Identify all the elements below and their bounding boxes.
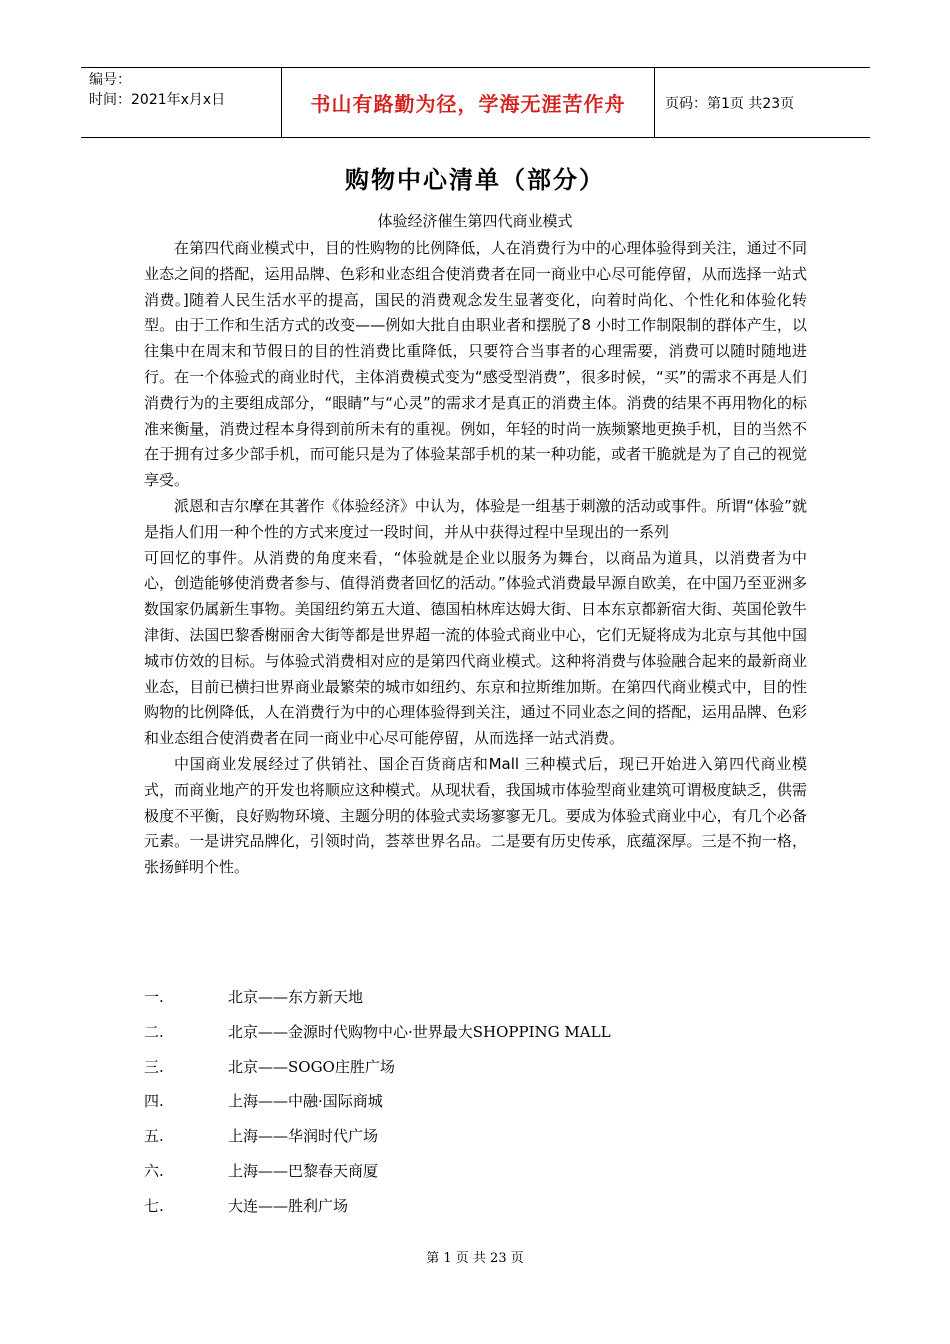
list-text: 北京——SOGO庄胜广场 [228, 1057, 395, 1076]
list-item [144, 1021, 824, 1056]
list-text: 上海——巴黎春天商厦 [228, 1161, 379, 1180]
page-title: 购物中心清单（部分） [345, 165, 605, 194]
paragraph: 可回忆的事件。从消费的角度来看，“体验就是企业以服务为舞台，以商品为道具，以消费者为中心，创造能够使消费者参与、值得消费者回忆的活动。”体验式消费最早源自欧美，在中国乃至亚洲多数国家仍属新生事物。美国纽约第五大道、德国柏林库达姆大街、日本东京都新宿大街、英国伦敦牛津街、法国巴黎香榭丽舍大街等都是世界超一流的体验式商业中心，它们无疑将成为北京与其他中国城市仿效的目标。与体验式消费相对应的是第四代商业模式。这种将消费与体验融合起来的最新商业业态，目前已横扫世界商业最繁荣的城市如纽约、东京和拉斯维加斯。在第四代商业模式中，目的性购物的比例降低，人在消费行为中的心理体验得到关注，通过不同业态之间的搭配，运用品牌、色彩和业态组合使消费者在同一商业中心尽可能停留，从而选择一站式消费。 [144, 548, 807, 748]
list-number: 二. [144, 1022, 164, 1041]
list-number: 五. [144, 1127, 164, 1146]
list-text: 上海——华润时代广场 [228, 1127, 379, 1146]
document-number: 编号： [89, 72, 131, 88]
list-number: 三. [144, 1057, 164, 1076]
list-number: 七. [144, 1196, 164, 1215]
body-text [144, 236, 807, 881]
list-number: 六. [144, 1161, 164, 1180]
header-meta [81, 68, 281, 137]
list-item [144, 1056, 824, 1091]
document-time: 时间：2021年x月x日 [89, 92, 226, 108]
list-text: 上海——中融·国际商城 [228, 1092, 383, 1111]
list-text: 北京——东方新天地 [228, 988, 364, 1006]
header-table [81, 67, 870, 138]
list-number: 四. [144, 1092, 164, 1111]
header-page-info: 页码：第1页 共23页 [665, 95, 795, 112]
list-item [144, 986, 824, 1021]
list-item [144, 1195, 824, 1230]
page-subtitle: 体验经济催生第四代商业模式 [377, 212, 573, 230]
page-footer: 第 1 页 共 23 页 [426, 1251, 524, 1266]
list-item [144, 1160, 824, 1195]
paragraph: 在第四代商业模式中，目的性购物的比例降低，人在消费行为中的心理体验得到关注，通过不同业态之间的搭配，运用品牌、色彩和业态组合使消费者在同一商业中心尽可能停留，从而选择一站式消费。]随着人民生活水平的提高，国民的消费观念发生显著变化，向着时尚化、个性化和体验化转型。由于工作和生活方式的改变——例如大批自由职业者和摆脱了8 小时工作制限制的群体产生，以往集中在周末和节假日的目的性消费比重降低，只要符合当事者的心理需要，消费可以随时随地进行。在一个体验式的商业时代，主体消费模式变为“感受型消费”，很多时候，“买”的需求不再是人们消费行为的主要组成部分，“眼睛”与“心灵”的需求才是真正的消费主体。消费的结果不再用物化的标准来衡量，消费过程本身得到前所未有的重视。例如，年轻的时尚一族频繁地更换手机，目的当然不在于拥有过多少部手机，而可能只是为了体验某部手机的某一种功能，或者干脆就是为了自己的视觉享受。 [144, 239, 807, 490]
list-item [144, 1090, 824, 1125]
list-number: 一. [144, 988, 164, 1006]
paragraph: 中国商业发展经过了供销社、国企百货商店和Mall 三种模式后，现已开始进入第四代商业模式，而商业地产的开发也将顺应这种模式。从现状看，我国城市体验型商业建筑可谓极度缺乏，供需极度不平衡，良好购物环境、主题分明的体验式卖场寥寥无几。要成为体验式商业中心，有几个必备元素。一是讲究品牌化，引领时尚，荟萃世界名品。二是要有历史传承，底蕴深厚。三是不拘一格，张扬鲜明个性。 [144, 754, 807, 877]
list-item [144, 1125, 824, 1160]
mall-list [144, 986, 824, 1230]
header-motto: 书山有路勤为径，学海无涯苦作舟 [281, 68, 655, 137]
paragraph: 派恩和吉尔摩在其著作《体验经济》中认为，体验是一组基于刺激的活动或事件。所谓“体验”就是指人们用一种个性的方式来度过一段时间，并从中获得过程中呈现出的一系列 [144, 496, 807, 541]
list-text: 北京——金源时代购物中心·世界最大SHOPPING MALL [228, 1022, 611, 1041]
list-text: 大连——胜利广场 [228, 1196, 349, 1215]
